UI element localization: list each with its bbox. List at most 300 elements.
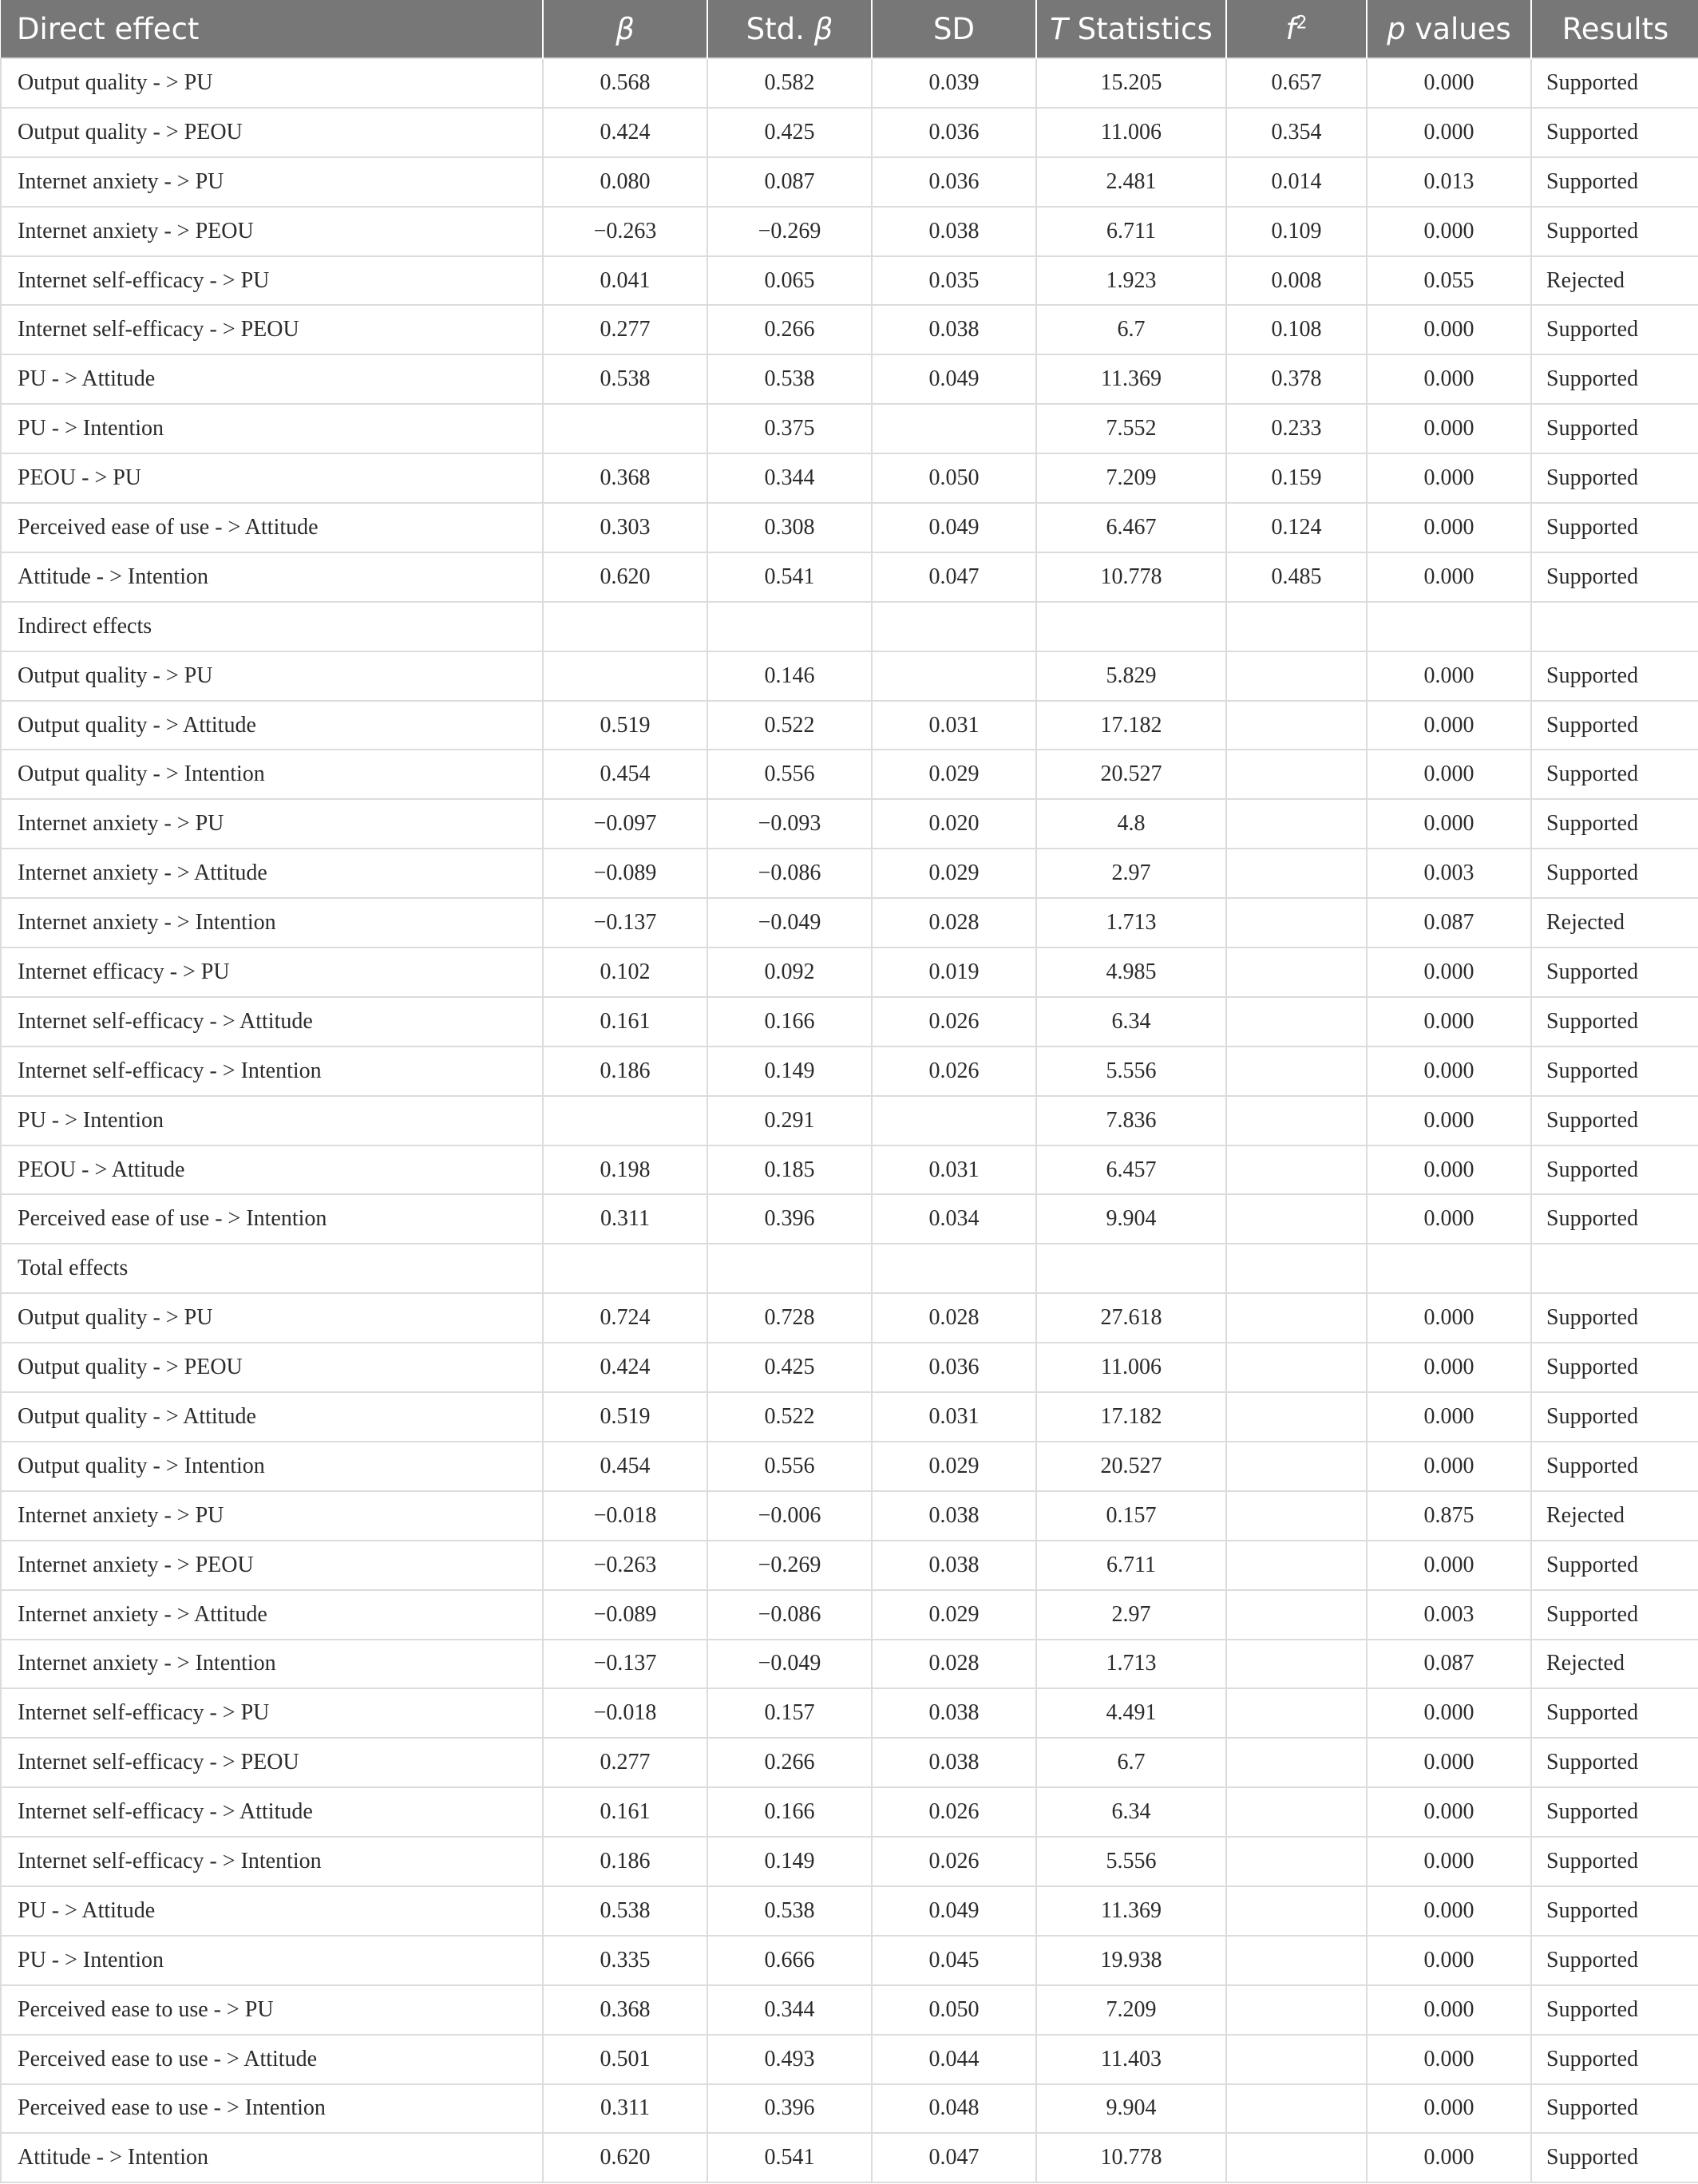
cell-f-squared: 0.159 <box>1226 453 1367 503</box>
cell-beta: 0.620 <box>543 552 707 602</box>
table-row <box>1 1145 1698 1195</box>
table-row <box>1 1541 1698 1590</box>
cell-result: Supported <box>1531 1688 1698 1738</box>
cell-effect: PEOU - > PU <box>1 453 543 503</box>
cell-sd: 0.038 <box>872 1541 1036 1590</box>
header-p-values: p values <box>1367 0 1531 58</box>
cell-t-statistics: 6.7 <box>1036 1738 1226 1787</box>
cell-t-statistics: 7.209 <box>1036 1985 1226 2035</box>
cell-std-beta: 0.538 <box>707 354 872 404</box>
cell-t-statistics: 10.778 <box>1036 2133 1226 2182</box>
cell-sd: 0.049 <box>872 354 1036 404</box>
cell-f-squared <box>1226 997 1367 1046</box>
cell-beta: 0.519 <box>543 701 707 750</box>
cell-beta: 0.501 <box>543 2035 707 2084</box>
cell-result: Supported <box>1531 997 1698 1046</box>
cell-std-beta: −0.093 <box>707 799 872 849</box>
cell-beta: 0.186 <box>543 1837 707 1886</box>
cell-sd: 0.026 <box>872 1787 1036 1837</box>
cell-effect: PU - > Intention <box>1 404 543 453</box>
cell-f-squared <box>1226 1787 1367 1837</box>
table-row <box>1 1787 1698 1837</box>
cell-t-statistics: 5.556 <box>1036 1046 1226 1096</box>
cell-std-beta: 0.087 <box>707 157 872 207</box>
cell-std-beta: 0.149 <box>707 1046 872 1096</box>
table-row <box>1 108 1698 157</box>
cell-std-beta: 0.149 <box>707 1837 872 1886</box>
table-row <box>1 1293 1698 1343</box>
cell-f-squared <box>1226 2133 1367 2182</box>
cell-beta: 0.368 <box>543 1985 707 2035</box>
cell-f-squared <box>1226 898 1367 948</box>
table-row <box>1 2035 1698 2084</box>
cell-result <box>1531 602 1698 651</box>
cell-beta: 0.303 <box>543 503 707 552</box>
table-row <box>1 2133 1698 2182</box>
cell-f-squared: 0.354 <box>1226 108 1367 157</box>
table-row <box>1 1640 1698 1689</box>
cell-t-statistics: 2.481 <box>1036 157 1226 207</box>
header-std-beta: Std. β <box>707 0 872 58</box>
cell-t-statistics: 9.904 <box>1036 2084 1226 2134</box>
table-row <box>1 1688 1698 1738</box>
table-row <box>1 157 1698 207</box>
table-row <box>1 602 1698 651</box>
cell-p-value: 0.087 <box>1367 898 1531 948</box>
header-results: Results <box>1531 0 1698 58</box>
cell-beta: 0.538 <box>543 1886 707 1936</box>
cell-result: Supported <box>1531 453 1698 503</box>
cell-t-statistics: 17.182 <box>1036 701 1226 750</box>
cell-p-value: 0.000 <box>1367 503 1531 552</box>
cell-std-beta: −0.269 <box>707 207 872 256</box>
cell-sd <box>872 1096 1036 1145</box>
cell-t-statistics <box>1036 1244 1226 1293</box>
table-row <box>1 552 1698 602</box>
cell-p-value: 0.000 <box>1367 2133 1531 2182</box>
cell-p-value: 0.000 <box>1367 1936 1531 1985</box>
cell-p-value: 0.000 <box>1367 1541 1531 1590</box>
cell-p-value: 0.000 <box>1367 1738 1531 1787</box>
cell-std-beta: −0.269 <box>707 1541 872 1590</box>
cell-beta <box>543 651 707 701</box>
table-row <box>1 1985 1698 2035</box>
cell-effect: Total effects <box>1 1244 543 1293</box>
cell-result: Supported <box>1531 1392 1698 1442</box>
cell-sd: 0.038 <box>872 1738 1036 1787</box>
cell-sd: 0.047 <box>872 2133 1036 2182</box>
cell-effect: Internet anxiety - > Intention <box>1 1640 543 1689</box>
table-row <box>1 207 1698 256</box>
table-row <box>1 898 1698 948</box>
cell-effect: Perceived ease to use - > Attitude <box>1 2035 543 2084</box>
cell-std-beta: 0.425 <box>707 108 872 157</box>
cell-f-squared <box>1226 701 1367 750</box>
cell-std-beta: 0.266 <box>707 305 872 354</box>
cell-sd: 0.038 <box>872 207 1036 256</box>
cell-beta: 0.041 <box>543 256 707 306</box>
cell-result: Supported <box>1531 2035 1698 2084</box>
cell-sd: 0.031 <box>872 1145 1036 1195</box>
cell-f-squared <box>1226 1936 1367 1985</box>
cell-t-statistics: 19.938 <box>1036 1936 1226 1985</box>
cell-sd <box>872 651 1036 701</box>
cell-f-squared <box>1226 1096 1367 1145</box>
cell-beta: 0.620 <box>543 2133 707 2182</box>
cell-effect: PU - > Intention <box>1 1936 543 1985</box>
cell-t-statistics: 11.369 <box>1036 354 1226 404</box>
table-row <box>1 701 1698 750</box>
cell-f-squared <box>1226 1985 1367 2035</box>
header-f-squared: $f^2$ <box>1226 0 1367 58</box>
cell-sd: 0.029 <box>872 849 1036 898</box>
cell-sd: 0.038 <box>872 1491 1036 1541</box>
cell-p-value: 0.000 <box>1367 2035 1531 2084</box>
cell-f-squared: 0.233 <box>1226 404 1367 453</box>
cell-sd: 0.038 <box>872 305 1036 354</box>
cell-p-value: 0.000 <box>1367 1343 1531 1392</box>
cell-p-value: 0.000 <box>1367 453 1531 503</box>
cell-sd: 0.028 <box>872 1640 1036 1689</box>
cell-t-statistics: 4.985 <box>1036 948 1226 997</box>
cell-p-value: 0.000 <box>1367 552 1531 602</box>
cell-std-beta: 0.396 <box>707 1194 872 1244</box>
cell-beta: 0.368 <box>543 453 707 503</box>
cell-p-value: 0.000 <box>1367 948 1531 997</box>
cell-t-statistics: 1.713 <box>1036 898 1226 948</box>
header-effect: Direct effect <box>1 0 543 58</box>
cell-t-statistics: 15.205 <box>1036 58 1226 108</box>
cell-sd: 0.019 <box>872 948 1036 997</box>
cell-beta <box>543 1244 707 1293</box>
cell-sd: 0.049 <box>872 1886 1036 1936</box>
cell-result: Supported <box>1531 1936 1698 1985</box>
cell-f-squared: 0.108 <box>1226 305 1367 354</box>
cell-std-beta: 0.092 <box>707 948 872 997</box>
cell-p-value: 0.000 <box>1367 1046 1531 1096</box>
cell-sd: 0.026 <box>872 997 1036 1046</box>
cell-f-squared: 0.014 <box>1226 157 1367 207</box>
cell-std-beta: 0.541 <box>707 552 872 602</box>
cell-beta: 0.311 <box>543 2084 707 2134</box>
cell-effect: Output quality - > PU <box>1 1293 543 1343</box>
cell-sd: 0.031 <box>872 701 1036 750</box>
cell-effect: Internet anxiety - > Attitude <box>1 1590 543 1640</box>
cell-effect: Internet anxiety - > PEOU <box>1 1541 543 1590</box>
cell-p-value: 0.000 <box>1367 1442 1531 1491</box>
cell-f-squared <box>1226 1293 1367 1343</box>
cell-result: Supported <box>1531 108 1698 157</box>
cell-p-value: 0.000 <box>1367 58 1531 108</box>
cell-p-value: 0.000 <box>1367 305 1531 354</box>
cell-p-value: 0.055 <box>1367 256 1531 306</box>
cell-t-statistics: 7.552 <box>1036 404 1226 453</box>
cell-t-statistics: 2.97 <box>1036 1590 1226 1640</box>
cell-result: Supported <box>1531 157 1698 207</box>
table-row <box>1 58 1698 108</box>
cell-sd: 0.050 <box>872 1985 1036 2035</box>
cell-effect: PEOU - > Attitude <box>1 1145 543 1195</box>
cell-std-beta: 0.291 <box>707 1096 872 1145</box>
cell-std-beta: 0.556 <box>707 750 872 799</box>
cell-result: Supported <box>1531 354 1698 404</box>
cell-effect: Internet anxiety - > PU <box>1 157 543 207</box>
cell-effect: Output quality - > Intention <box>1 750 543 799</box>
cell-effect: Internet anxiety - > PU <box>1 1491 543 1541</box>
cell-beta: −0.263 <box>543 207 707 256</box>
cell-f-squared <box>1226 1738 1367 1787</box>
cell-std-beta: 0.157 <box>707 1688 872 1738</box>
cell-p-value: 0.000 <box>1367 997 1531 1046</box>
cell-result: Supported <box>1531 1738 1698 1787</box>
cell-beta: 0.102 <box>543 948 707 997</box>
cell-f-squared: 0.124 <box>1226 503 1367 552</box>
cell-result: Supported <box>1531 1096 1698 1145</box>
table-row <box>1 503 1698 552</box>
cell-beta: 0.424 <box>543 1343 707 1392</box>
cell-beta <box>543 1096 707 1145</box>
cell-f-squared: 0.008 <box>1226 256 1367 306</box>
cell-sd: 0.048 <box>872 2084 1036 2134</box>
cell-sd <box>872 404 1036 453</box>
cell-std-beta: −0.086 <box>707 1590 872 1640</box>
cell-std-beta: 0.185 <box>707 1145 872 1195</box>
table-row <box>1 1738 1698 1787</box>
cell-result: Supported <box>1531 1787 1698 1837</box>
cell-p-value: 0.003 <box>1367 849 1531 898</box>
cell-result: Supported <box>1531 2133 1698 2182</box>
cell-t-statistics: 4.8 <box>1036 799 1226 849</box>
cell-sd: 0.026 <box>872 1046 1036 1096</box>
cell-t-statistics: 20.527 <box>1036 750 1226 799</box>
cell-beta: 0.080 <box>543 157 707 207</box>
cell-p-value: 0.000 <box>1367 1194 1531 1244</box>
cell-beta: −0.097 <box>543 799 707 849</box>
cell-result: Supported <box>1531 207 1698 256</box>
cell-effect: Output quality - > Attitude <box>1 1392 543 1442</box>
table-row <box>1 453 1698 503</box>
cell-t-statistics: 11.403 <box>1036 2035 1226 2084</box>
cell-effect: Internet self-efficacy - > Attitude <box>1 997 543 1046</box>
cell-result: Supported <box>1531 750 1698 799</box>
cell-std-beta: 0.065 <box>707 256 872 306</box>
table-row <box>1 1491 1698 1541</box>
cell-result: Rejected <box>1531 256 1698 306</box>
cell-std-beta: 0.728 <box>707 1293 872 1343</box>
cell-std-beta: −0.049 <box>707 898 872 948</box>
cell-p-value: 0.000 <box>1367 108 1531 157</box>
cell-beta: 0.568 <box>543 58 707 108</box>
table-row <box>1 1392 1698 1442</box>
cell-effect: Output quality - > PU <box>1 58 543 108</box>
cell-t-statistics: 11.006 <box>1036 108 1226 157</box>
cell-p-value: 0.000 <box>1367 701 1531 750</box>
cell-effect: Internet self-efficacy - > PEOU <box>1 305 543 354</box>
cell-result: Supported <box>1531 651 1698 701</box>
cell-f-squared: 0.109 <box>1226 207 1367 256</box>
cell-std-beta: −0.049 <box>707 1640 872 1689</box>
cell-f-squared <box>1226 1392 1367 1442</box>
cell-p-value: 0.003 <box>1367 1590 1531 1640</box>
cell-p-value: 0.000 <box>1367 1392 1531 1442</box>
cell-effect: Internet anxiety - > Attitude <box>1 849 543 898</box>
cell-t-statistics: 2.97 <box>1036 849 1226 898</box>
cell-beta: 0.277 <box>543 1738 707 1787</box>
cell-result: Supported <box>1531 1145 1698 1195</box>
table-row <box>1 1046 1698 1096</box>
cell-sd: 0.036 <box>872 108 1036 157</box>
cell-beta: 0.424 <box>543 108 707 157</box>
cell-p-value: 0.000 <box>1367 1096 1531 1145</box>
cell-std-beta: 0.522 <box>707 701 872 750</box>
cell-effect: Internet efficacy - > PU <box>1 948 543 997</box>
header-row <box>1 0 1698 58</box>
cell-sd: 0.029 <box>872 750 1036 799</box>
cell-t-statistics: 4.491 <box>1036 1688 1226 1738</box>
cell-t-statistics: 17.182 <box>1036 1392 1226 1442</box>
cell-t-statistics: 6.467 <box>1036 503 1226 552</box>
cell-result <box>1531 1244 1698 1293</box>
cell-beta <box>543 602 707 651</box>
cell-effect: Perceived ease of use - > Intention <box>1 1194 543 1244</box>
cell-result: Supported <box>1531 1985 1698 2035</box>
cell-f-squared <box>1226 1541 1367 1590</box>
cell-sd: 0.038 <box>872 1688 1036 1738</box>
cell-effect: Internet self-efficacy - > Attitude <box>1 1787 543 1837</box>
cell-result: Supported <box>1531 552 1698 602</box>
cell-result: Rejected <box>1531 1491 1698 1541</box>
cell-beta: −0.137 <box>543 898 707 948</box>
cell-effect: Perceived ease of use - > Attitude <box>1 503 543 552</box>
cell-effect: Internet self-efficacy - > PEOU <box>1 1738 543 1787</box>
cell-result: Supported <box>1531 1886 1698 1936</box>
cell-std-beta: 0.308 <box>707 503 872 552</box>
cell-std-beta: −0.086 <box>707 849 872 898</box>
cell-result: Rejected <box>1531 1640 1698 1689</box>
table-row <box>1 404 1698 453</box>
cell-sd: 0.047 <box>872 552 1036 602</box>
table-row <box>1 750 1698 799</box>
cell-sd: 0.031 <box>872 1392 1036 1442</box>
cell-std-beta: 0.582 <box>707 58 872 108</box>
cell-beta: 0.311 <box>543 1194 707 1244</box>
cell-sd: 0.026 <box>872 1837 1036 1886</box>
cell-std-beta: 0.666 <box>707 1936 872 1985</box>
cell-std-beta: 0.538 <box>707 1886 872 1936</box>
cell-t-statistics: 6.34 <box>1036 997 1226 1046</box>
cell-result: Supported <box>1531 404 1698 453</box>
cell-t-statistics: 11.369 <box>1036 1886 1226 1936</box>
cell-std-beta: 0.344 <box>707 453 872 503</box>
cell-std-beta: 0.396 <box>707 2084 872 2134</box>
cell-sd: 0.020 <box>872 799 1036 849</box>
cell-std-beta: 0.541 <box>707 2133 872 2182</box>
cell-sd: 0.028 <box>872 1293 1036 1343</box>
cell-t-statistics: 9.904 <box>1036 1194 1226 1244</box>
table-row <box>1 2084 1698 2134</box>
cell-effect: Attitude - > Intention <box>1 552 543 602</box>
cell-sd: 0.028 <box>872 898 1036 948</box>
cell-result: Supported <box>1531 1343 1698 1392</box>
table-row <box>1 799 1698 849</box>
cell-p-value: 0.000 <box>1367 750 1531 799</box>
cell-t-statistics <box>1036 602 1226 651</box>
cell-sd: 0.049 <box>872 503 1036 552</box>
cell-p-value <box>1367 602 1531 651</box>
cell-t-statistics: 1.923 <box>1036 256 1226 306</box>
cell-sd <box>872 1244 1036 1293</box>
cell-t-statistics: 11.006 <box>1036 1343 1226 1392</box>
cell-std-beta: 0.556 <box>707 1442 872 1491</box>
cell-f-squared <box>1226 1491 1367 1541</box>
cell-p-value: 0.087 <box>1367 1640 1531 1689</box>
cell-beta: −0.263 <box>543 1541 707 1590</box>
cell-f-squared <box>1226 1244 1367 1293</box>
cell-f-squared <box>1226 849 1367 898</box>
cell-beta <box>543 404 707 453</box>
table-row <box>1 1343 1698 1392</box>
cell-f-squared <box>1226 602 1367 651</box>
cell-std-beta <box>707 1244 872 1293</box>
cell-f-squared: 0.485 <box>1226 552 1367 602</box>
header-beta: β <box>543 0 707 58</box>
cell-std-beta: 0.344 <box>707 1985 872 2035</box>
cell-p-value: 0.000 <box>1367 651 1531 701</box>
table-row <box>1 354 1698 404</box>
cell-f-squared <box>1226 1688 1367 1738</box>
header-sd: SD <box>872 0 1036 58</box>
table-row <box>1 305 1698 354</box>
cell-effect: PU - > Intention <box>1 1096 543 1145</box>
cell-f-squared <box>1226 1640 1367 1689</box>
cell-result: Rejected <box>1531 898 1698 948</box>
cell-t-statistics: 5.556 <box>1036 1837 1226 1886</box>
table-row <box>1 1096 1698 1145</box>
cell-sd: 0.036 <box>872 1343 1036 1392</box>
cell-p-value: 0.000 <box>1367 354 1531 404</box>
cell-p-value: 0.000 <box>1367 1985 1531 2035</box>
cell-sd: 0.039 <box>872 58 1036 108</box>
cell-result: Supported <box>1531 1046 1698 1096</box>
cell-effect: Internet self-efficacy - > Intention <box>1 1837 543 1886</box>
cell-effect: Perceived ease to use - > Intention <box>1 2084 543 2134</box>
cell-std-beta: 0.375 <box>707 404 872 453</box>
cell-effect: Attitude - > Intention <box>1 2133 543 2182</box>
cell-f-squared <box>1226 2035 1367 2084</box>
cell-effect: PU - > Attitude <box>1 1886 543 1936</box>
cell-beta: 0.519 <box>543 1392 707 1442</box>
cell-beta: 0.198 <box>543 1145 707 1195</box>
cell-beta: 0.186 <box>543 1046 707 1096</box>
cell-p-value: 0.000 <box>1367 1787 1531 1837</box>
table-row <box>1 1886 1698 1936</box>
cell-p-value: 0.875 <box>1367 1491 1531 1541</box>
table-row <box>1 256 1698 306</box>
cell-t-statistics: 6.711 <box>1036 207 1226 256</box>
cell-t-statistics: 7.836 <box>1036 1096 1226 1145</box>
table-row <box>1 1244 1698 1293</box>
cell-sd <box>872 602 1036 651</box>
cell-effect: Output quality - > PEOU <box>1 1343 543 1392</box>
cell-p-value: 0.000 <box>1367 1837 1531 1886</box>
cell-std-beta: 0.166 <box>707 997 872 1046</box>
cell-f-squared <box>1226 1046 1367 1096</box>
cell-result: Supported <box>1531 701 1698 750</box>
cell-effect: Internet self-efficacy - > Intention <box>1 1046 543 1096</box>
cell-f-squared <box>1226 1343 1367 1392</box>
cell-beta: 0.277 <box>543 305 707 354</box>
table-row <box>1 651 1698 701</box>
